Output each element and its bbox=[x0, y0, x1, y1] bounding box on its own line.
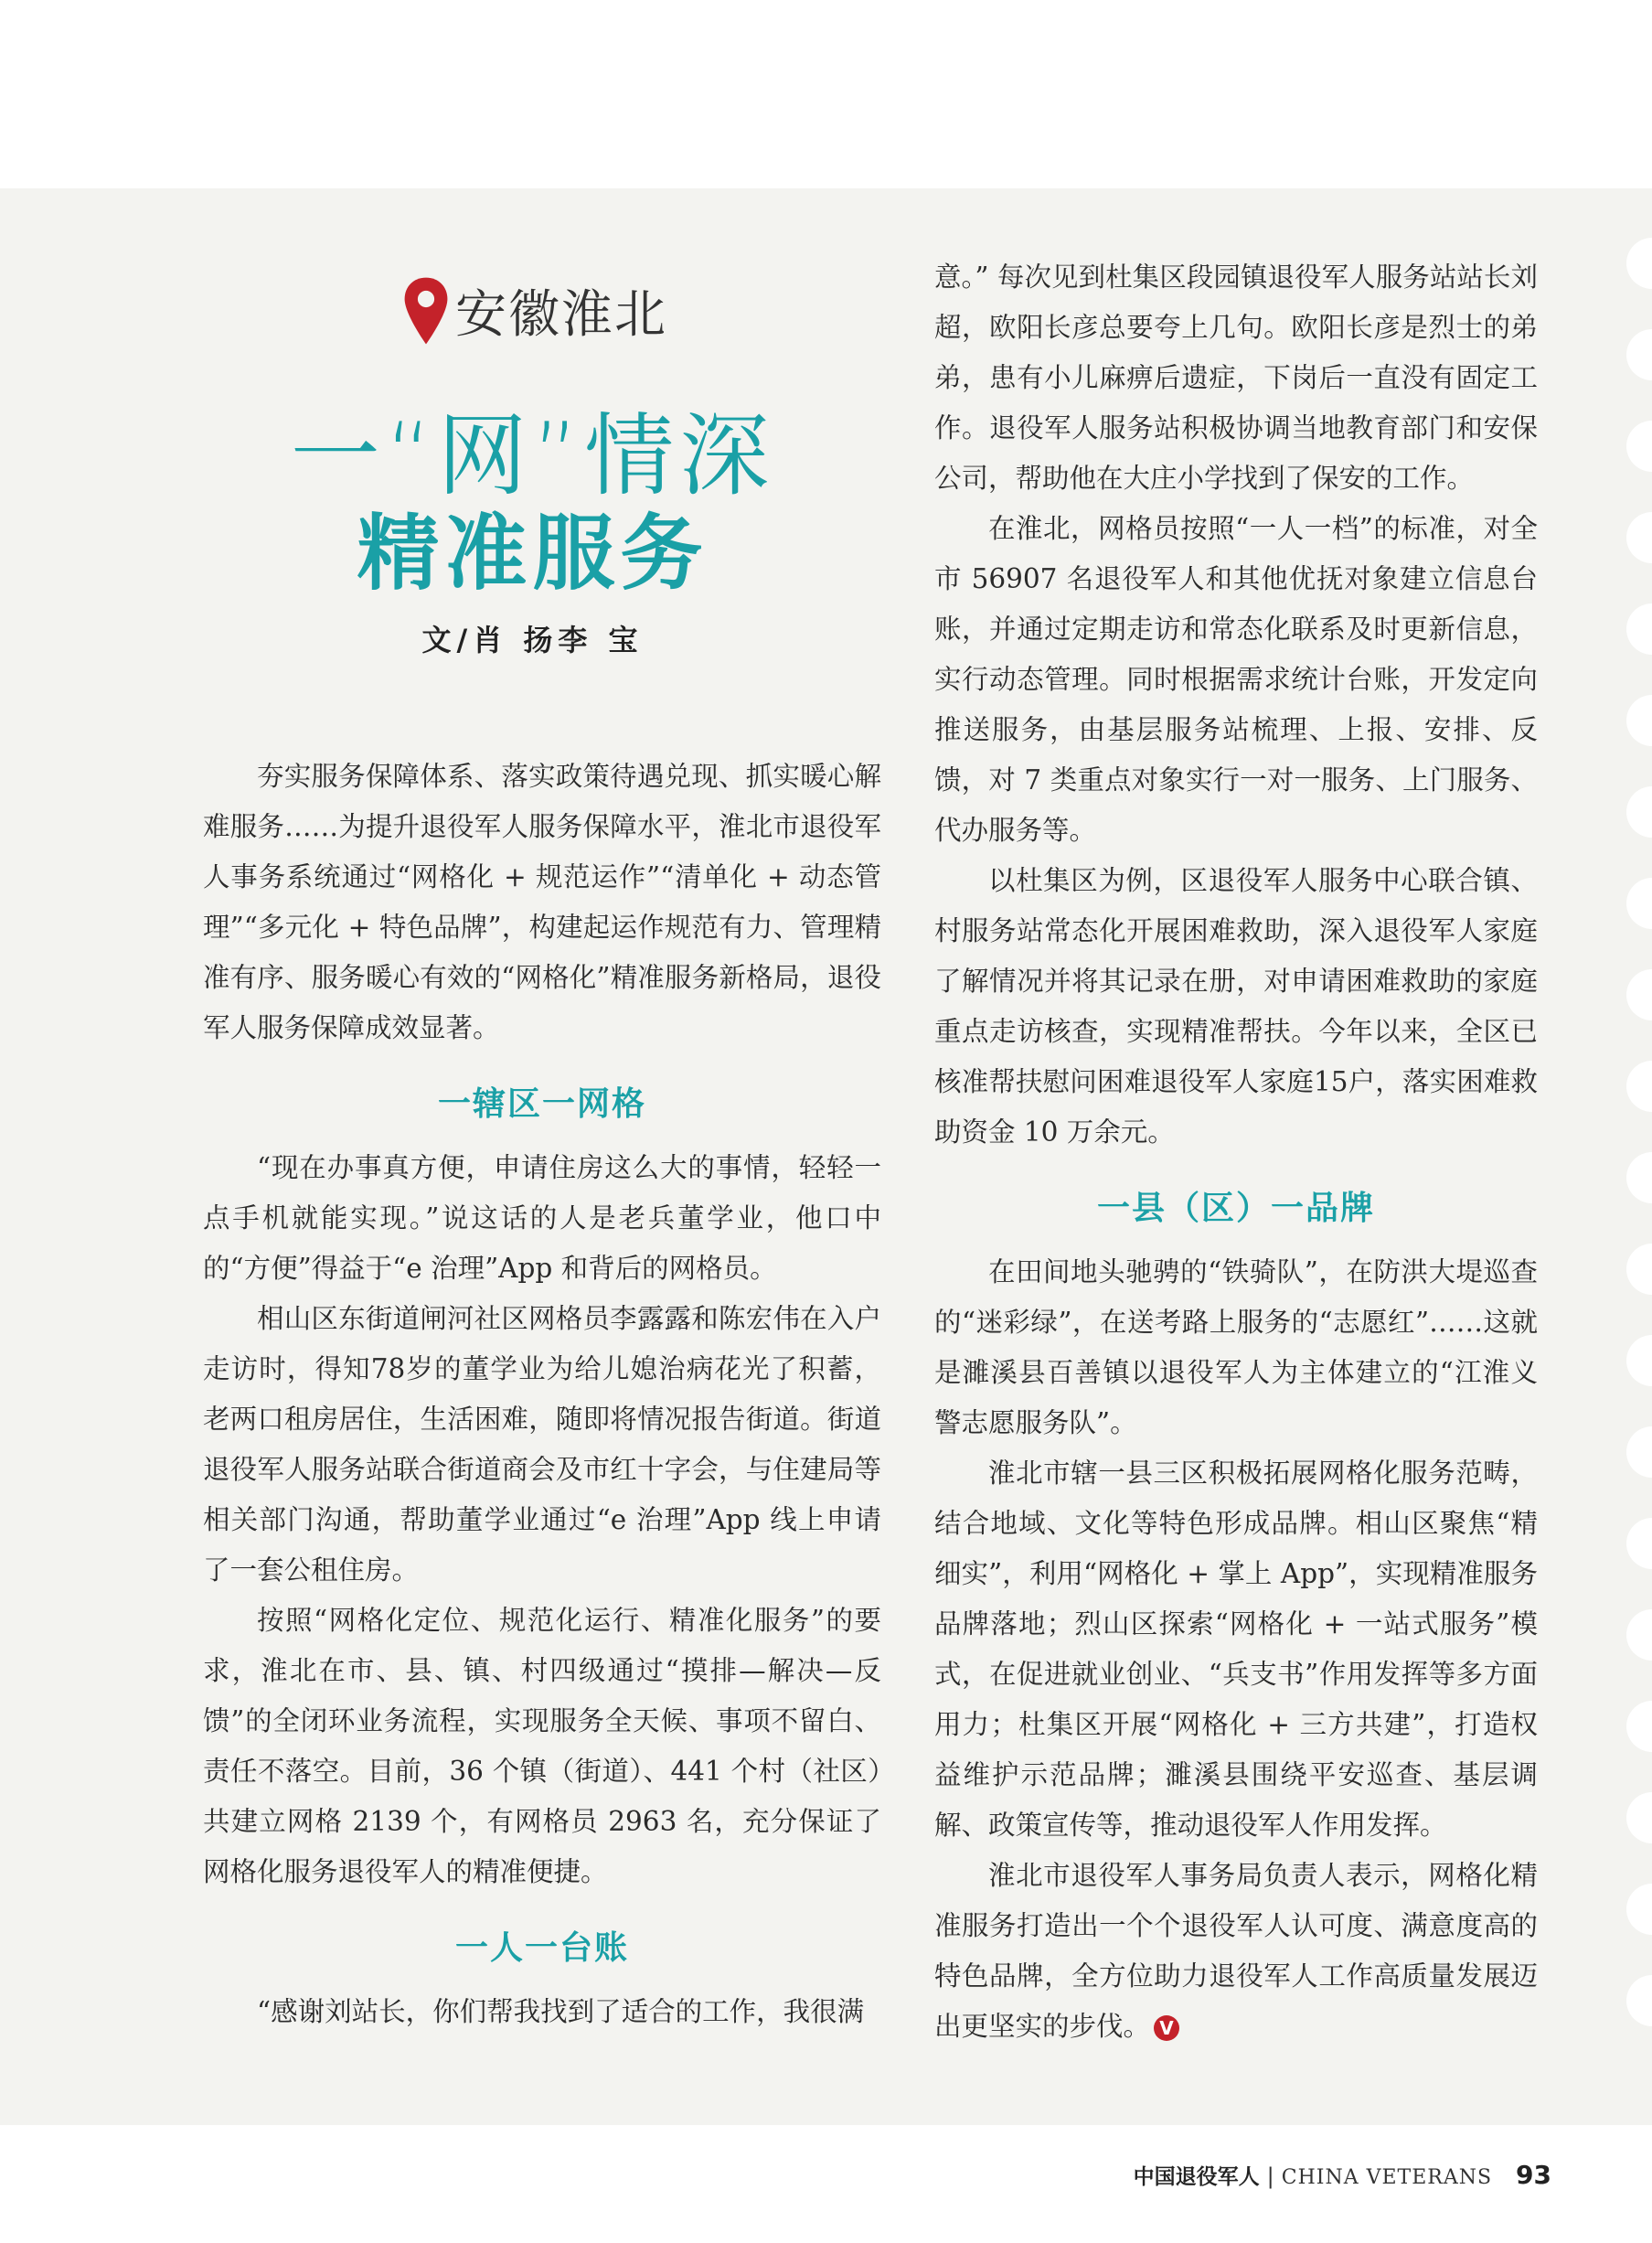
edge-notch bbox=[1626, 512, 1652, 563]
body-paragraph: 在淮北，网格员按照“一人一档”的标准，对全市 56907 名退役军人和其他优抚对象建立信息台账，并通过定期走访和常态化联系及时更新信息，实行动态管理。同时根据需求统计台账，开发定向推送服务，由基层服务站梳理、上报、安排、反馈，对 7 类重点对象实行一对一服务、上门服务、代办服务等。 bbox=[934, 513, 1538, 846]
body-paragraph bbox=[934, 1851, 1538, 2052]
edge-notch bbox=[1626, 1244, 1652, 1295]
edge-notch bbox=[1626, 695, 1652, 746]
magazine-name-en: CHINA VETERANS bbox=[1281, 2166, 1493, 2189]
footer-separator: | bbox=[1266, 2163, 1274, 2189]
body-paragraph: 意。” 每次见到杜集区段园镇退役军人服务站站长刘超，欧阳长彦总要夸上几句。欧阳长彦是烈士的弟弟，患有小儿麻痹后遗症，下岗后一直没有固定工作。退役军人服务站积极协调当地教育部门和安保公司，帮助他在大庄小学找到了保安的工作。 bbox=[934, 262, 1538, 494]
edge-notch bbox=[1626, 1884, 1652, 1935]
body-paragraph: 以杜集区为例，区退役军人服务中心联合镇、村服务站常态化开展困难救助，深入退役军人家庭了解情况并将其记录在册，对申请困难救助的家庭重点走访核查，实现精准帮扶。今年以来，全区已核准帮扶慰问困难退役军人家庭15户，落实困难救助资金 10 万余元。 bbox=[934, 865, 1538, 1148]
edge-notch bbox=[1626, 1518, 1652, 1569]
intro-paragraph: 夯实服务保障体系、落实政策待遇兑现、抓实暖心解难服务……为提升退役军人服务保障水平，淮北市退役军人事务系统通过“网格化 + 规范运作”“清单化 + 动态管理”“多元化 + 特色品牌”，构建起运作规范有力、管理精准有序、服务暖心有效的“网格化”精准服务新格局，退役军人服务保障成效显著。 bbox=[203, 761, 881, 1043]
edge-notch bbox=[1626, 786, 1652, 838]
body-paragraph: 相山区东街道闸河社区网格员李露露和陈宏伟在入户走访时，得知78岁的董学业为给儿媳治病花光了积蓄，老两口租房居住，生活困难，随即将情况报告街道。街道退役军人服务站联合街道商会及市红十字会，与住建局等相关部门沟通，帮助董学业通过“e 治理”App 线上申请了一套公租住房。 bbox=[203, 1303, 881, 1586]
body-paragraph: 淮北市辖一县三区积极拓展网格化服务范畴，结合地域、文化等特色形成品牌。相山区聚焦“精细实”，利用“网格化 + 掌上 App”，实现精准服务品牌落地；烈山区探索“网格化 + 一站式服务”模式，在促进就业创业、“兵支书”作用发挥等多方面用力；杜集区开展“网格化 + 三方共建”，打造权益维护示范品牌；濉溪县围绕平安巡查、基层调解、政策宣传等，推动退役军人作用发挥。 bbox=[934, 1458, 1538, 1841]
edge-notch bbox=[1626, 1701, 1652, 1752]
closing-text: 淮北市退役军人事务局负责人表示，网格化精准服务打造出一个个退役军人认可度、满意度高的特色品牌，全方位助力退役军人工作高质量发展迈出更坚实的步伐。 bbox=[934, 1860, 1538, 2042]
section-heading: 一人一台账 bbox=[454, 1929, 629, 1967]
article-title-line1: 一“网”情深 bbox=[290, 404, 775, 508]
section-heading: 一辖区一网格 bbox=[437, 1085, 646, 1123]
edge-notch bbox=[1626, 421, 1652, 472]
page-number: 93 bbox=[1516, 2160, 1551, 2190]
body-paragraph: “现在办事真方便，申请住房这么大的事情，轻轻一点手机就能实现。”说这话的人是老兵董学业，他口中的“方便”得益于“e 治理”App 和背后的网格员。 bbox=[203, 1152, 881, 1284]
section-heading: 一县（区）一品牌 bbox=[1096, 1190, 1375, 1227]
edge-notch bbox=[1626, 329, 1652, 380]
byline: 文/肖 扬李 宝 bbox=[421, 623, 644, 657]
edge-notch bbox=[1626, 603, 1652, 655]
map-pin-icon bbox=[402, 276, 450, 346]
edge-notch bbox=[1626, 1152, 1652, 1203]
end-mark-icon: V bbox=[1154, 2015, 1179, 2041]
body-paragraph: “感谢刘站长，你们帮我找到了适合的工作，我很满 bbox=[257, 1996, 865, 2027]
location-tag bbox=[402, 274, 667, 347]
edge-notch bbox=[1626, 1792, 1652, 1843]
page-footer bbox=[1134, 2160, 1551, 2190]
edge-notch bbox=[1626, 969, 1652, 1020]
location-text: 安徽淮北 bbox=[455, 285, 667, 345]
edge-notch bbox=[1626, 1609, 1652, 1661]
magazine-name-cn: 中国退役军人 bbox=[1133, 2165, 1260, 2189]
body-paragraph: 在田间地头驰骋的“铁骑队”，在防洪大堤巡查的“迷彩绿”，在送考路上服务的“志愿红”……这就是濉溪县百善镇以退役军人为主体建立的“江淮义警志愿服务队”。 bbox=[934, 1256, 1538, 1438]
edge-notch bbox=[1626, 238, 1652, 289]
body-paragraph: 按照“网格化定位、规范化运行、精准化服务”的要求，淮北在市、县、镇、村四级通过“摸排—解决—反馈”的全闭环业务流程，实现服务全天候、事项不留白、责任不落空。目前，36 个镇（街道）、441 个村（社区）共建立网格 2139 个，有网格员 2963 名，充分保证了网格化服务退役军人的精准便捷。 bbox=[203, 1605, 881, 1887]
edge-notch bbox=[1626, 1975, 1652, 2026]
edge-notch bbox=[1626, 1061, 1652, 1112]
edge-notch bbox=[1626, 1335, 1652, 1386]
right-column bbox=[934, 252, 1538, 2052]
edge-notch bbox=[1626, 878, 1652, 929]
article-title-line2: 精准服务 bbox=[357, 506, 709, 602]
left-column bbox=[203, 752, 881, 2037]
edge-notch bbox=[1626, 1426, 1652, 1478]
